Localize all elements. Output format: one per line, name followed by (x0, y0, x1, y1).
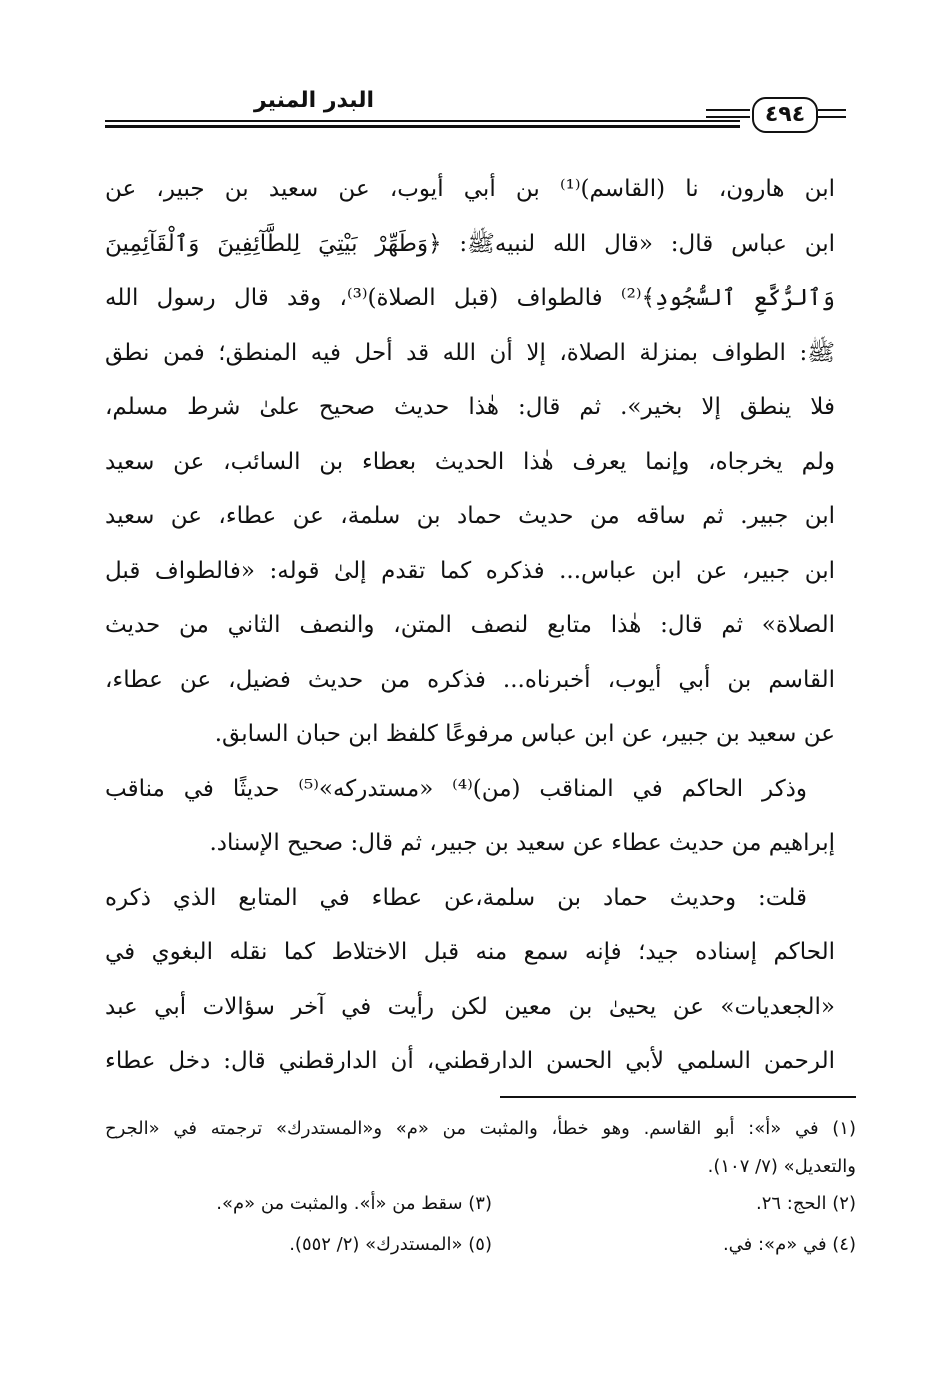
header-ornament-line (706, 109, 750, 111)
footnote-1-continued: والتعديل» (٧/ ١٠٧). (707, 1156, 856, 1177)
text-line: قلت: وحديث حماد بن سلمة،عن عطاء في المتابع الذي ذكره (105, 884, 807, 911)
text-line: الصلاة» ثم قال: هٰذا متابع لنصف المتن، والنصف الثاني من حديث (105, 612, 835, 638)
text-line: الرحمن السلمي لأبي الحسن الدارقطني، أن الدارقطني قال: دخل عطاء (105, 1048, 835, 1074)
text-line: وذكر الحاكم في المناقب (من)⁽⁴⁾ «مستدركه»⁽⁵⁾ حديثًا في مناقب (105, 775, 807, 802)
text-line: عن سعيد بن جبير، عن ابن عباس مرفوعًا كلفظ ابن حبان السابق. (214, 721, 835, 747)
footnote-separator (500, 1096, 856, 1098)
text-line: القاسم بن أبي أيوب، أخبرناه... فذكره من حديث فضيل، عن عطاء، (105, 666, 835, 693)
footnote-3: (٣) سقط من «أ». والمثبت من «م». (216, 1193, 492, 1214)
footnote-1: (١) في «أ»: أبو القاسم. وهو خطأ، والمثبت من «م» و«المستدرك» ترجمته في «الجرح (105, 1118, 856, 1139)
header-rule (105, 125, 740, 128)
text-line: وَٱلرُّكَّعِ ٱلسُّجُودِ﴾⁽²⁾ فالطواف (قبل الصلاة)⁽³⁾، وقد قال رسول الله (105, 285, 835, 311)
text-line: ابن عباس قال: «قال الله لنبيهﷺ: ﴿وَطَهِّرْ بَيْتِيَ لِلطَّآئِفِينَ وَٱلْقَآئِمِينَ (105, 230, 835, 257)
footnote-4: (٤) في «م»: في. (722, 1234, 856, 1255)
text-line: ابن جبير، عن ابن عباس... فذكره كما تقدم إلىٰ قوله: «فالطواف قبل (105, 557, 835, 584)
header-rule (105, 120, 740, 122)
page-number: ٤٩٤ (752, 97, 818, 133)
main-text (105, 162, 835, 1089)
header-ornament-line (818, 116, 846, 118)
text-line: «الجعديات» عن يحيىٰ بن معين لكن رأيت في آخر سؤالات أبي عبد (105, 993, 835, 1020)
text-line: الحاكم إسناده جيد؛ فإنه سمع منه قبل الاختلاط كما نقله البغوي في (105, 939, 835, 965)
header-ornament-line (706, 116, 750, 118)
footnote-2: (٢) الحج: ٢٦. (755, 1193, 856, 1214)
text-line: ابن جبير. ثم ساقه من حديث حماد بن سلمة، عن عطاء، عن سعيد (105, 503, 835, 529)
running-header-title: البدر المنير (253, 88, 374, 113)
text-line: ابن هارون، نا (القاسم)⁽¹⁾ بن أبي أيوب، عن سعيد بن جبير، عن (105, 176, 835, 202)
text-line: فلا ينطق إلا بخير». ثم قال: هٰذا حديث صحيح علىٰ شرط مسلم، (105, 394, 835, 420)
text-line: ولم يخرجاه، وإنما يعرف هٰذا الحديث بعطاء بن السائب، عن سعيد (105, 448, 835, 475)
text-line: إبراهيم من حديث عطاء عن سعيد بن جبير، ثم قال: صحيح الإسناد. (209, 830, 835, 856)
text-line: ﷺ: الطواف بمنزلة الصلاة، إلا أن الله قد أحل فيه المنطق؛ فمن نطق (105, 339, 835, 366)
header-ornament-line (818, 109, 846, 111)
footnote-5: (٥) «المستدرك» (٢/ ٥٥٢). (289, 1234, 492, 1255)
